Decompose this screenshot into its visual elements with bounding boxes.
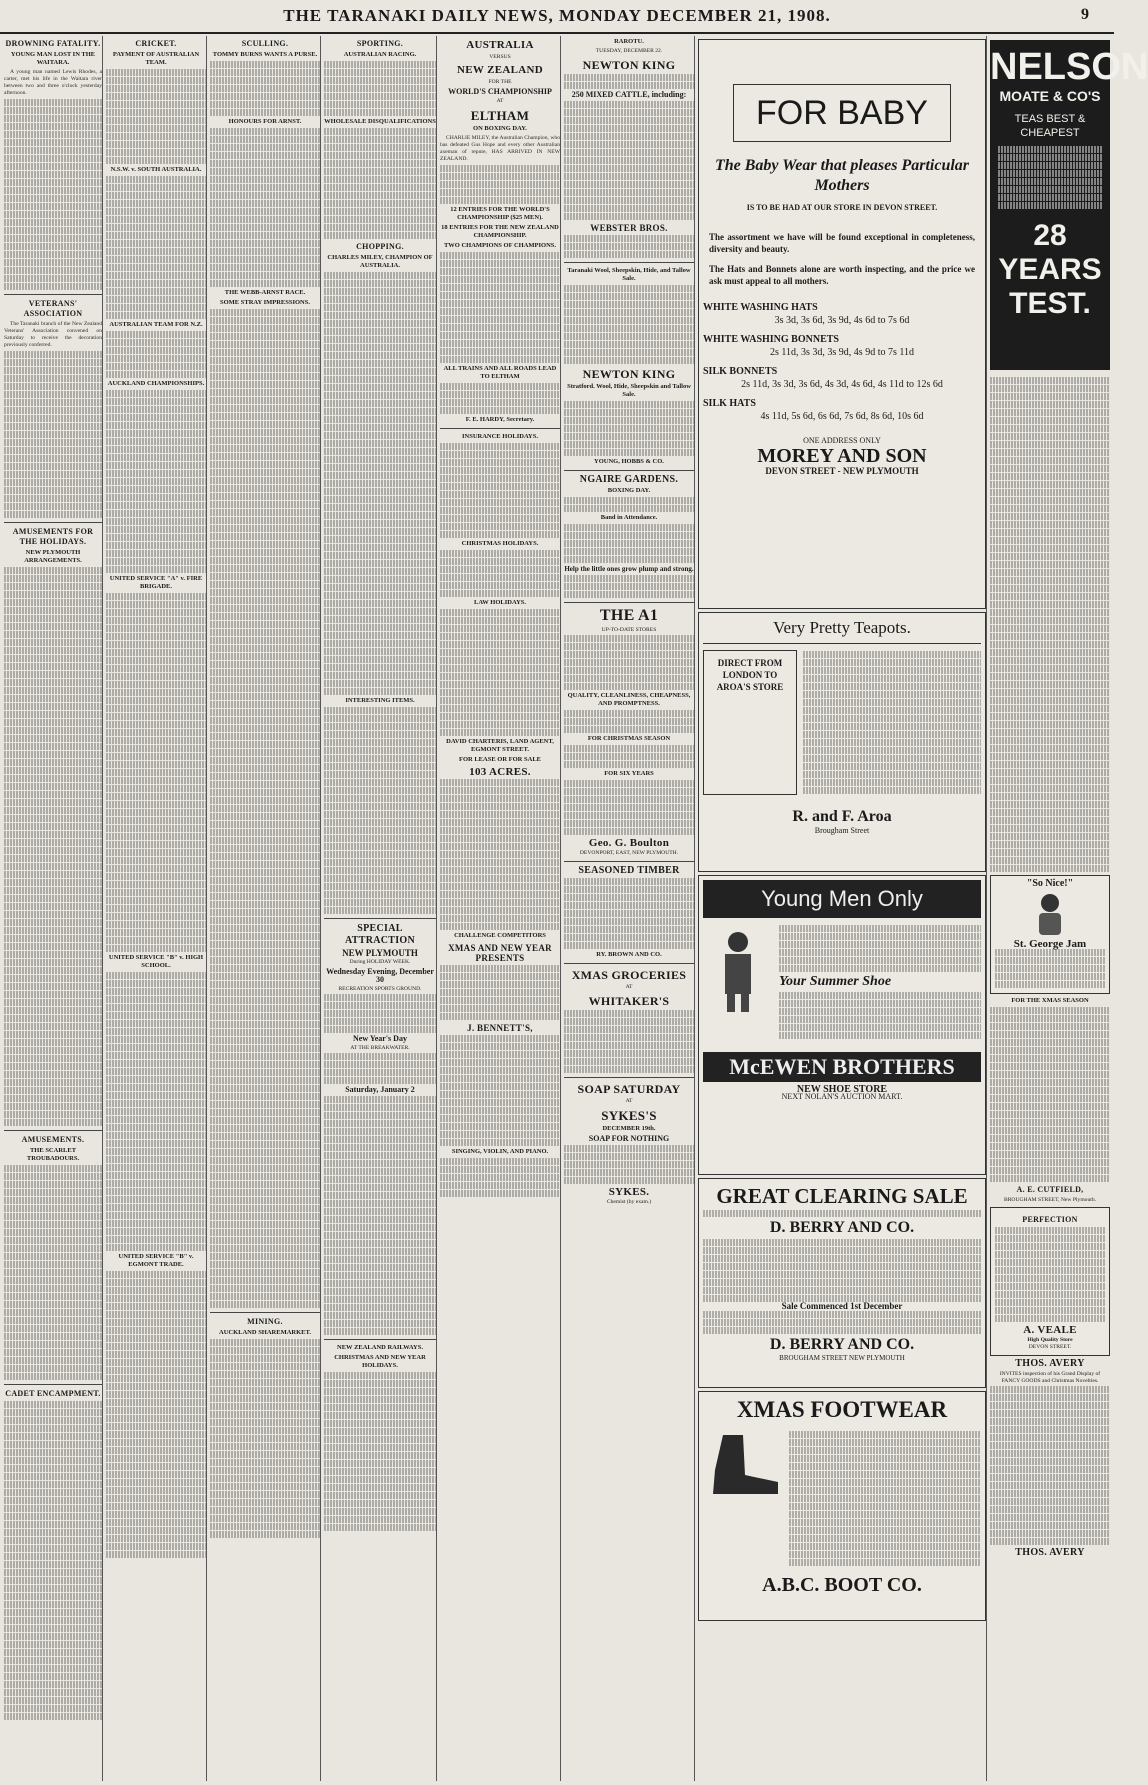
ad-103-acres: 103 ACRES.	[469, 766, 531, 778]
filler-text	[324, 61, 436, 116]
ad-devonport: DEVONPORT, EAST, NEW PLYMOUTH.	[579, 850, 679, 856]
ad-for-baby-title: FOR BABY	[733, 84, 951, 142]
article-veterans: The Taranaki branch of the New Zealand Veterans' Association convened on Saturday to receive the decoration previously conferred.	[4, 321, 102, 348]
ad-devon-street: DEVON STREET - NEW PLYMOUTH	[765, 466, 919, 476]
subheading-nsw: N.S.W. v. SOUTH AUSTRALIA.	[110, 166, 202, 173]
ad-band: Band in Attendance.	[600, 514, 658, 521]
filler-text	[564, 710, 694, 733]
filler-text	[564, 101, 694, 220]
subheading-interesting: INTERESTING ITEMS.	[345, 697, 415, 704]
heading-cadet: CADET ENCAMPMENT.	[5, 1389, 101, 1398]
item-silk-hats: SILK HATS	[703, 398, 756, 409]
ad-singing: SINGING, VIOLIN, AND PIANO.	[451, 1148, 549, 1155]
filler-text	[210, 61, 320, 116]
filler-text	[106, 176, 206, 319]
filler-text	[4, 1401, 102, 1720]
heading-mining: MINING.	[247, 1317, 283, 1326]
item-white-hats: WHITE WASHING HATS	[703, 302, 818, 313]
ad-abc-boot: A.B.C. BOOT CO.	[762, 1574, 922, 1596]
filler-text	[703, 1311, 981, 1334]
heading-amusements-holidays: AMUSEMENTS FOR THE HOLIDAYS.	[12, 527, 94, 546]
filler-text	[990, 1007, 1110, 1182]
ad-clearing-title: GREAT CLEARING SALE	[716, 1184, 968, 1208]
filler-text	[564, 235, 694, 258]
filler-text	[210, 1339, 320, 1538]
ad-for-baby	[698, 39, 986, 609]
ad-sports-ground: RECREATION SPORTS GROUND.	[338, 986, 422, 992]
subheading-us-a: UNITED SERVICE "A" v. FIRE BRIGADE.	[109, 575, 203, 590]
ad-miley-text: CHARLIE MILEY, the Australian Champion, who has defeated Gus Hope and every other Australian axeman of repute, HAS ARRIVED IN NEW ZEALAND.	[440, 135, 560, 162]
ad-mcewen-brothers: McEWEN BROTHERS	[703, 1052, 981, 1082]
ad-two-champions: TWO CHAMPIONS OF CHAMPIONS.	[443, 242, 557, 249]
ad-at: AT	[496, 98, 504, 104]
heading-sculling: SCULLING.	[241, 39, 289, 48]
divider	[440, 428, 560, 429]
nelson-teas-best: TEAS BEST & CHEAPEST	[1014, 113, 1086, 139]
ad-avery-display: INVITES inspection of his Grand Display of FANCY GOODS and Christmas Novelties.	[999, 1371, 1101, 1384]
filler-text	[324, 994, 436, 1033]
filler-text	[564, 780, 694, 835]
ad-sykes: SYKES.	[608, 1186, 650, 1198]
ad-summer-shoe: Your Summer Shoe	[779, 974, 892, 989]
article-drowning: A young man named Lewis Rhodes, a carter, met his life in the Waitara river between two and three o'clock yesterday afternoon.	[4, 69, 102, 96]
filler-text	[4, 1165, 102, 1380]
divider	[4, 1130, 102, 1131]
ad-uptodate: UP-TO-DATE STORES	[601, 627, 657, 633]
ad-teapots-body	[703, 650, 981, 795]
filler-text	[106, 390, 206, 573]
filler-text	[440, 383, 560, 414]
divider	[564, 963, 694, 964]
filler-text	[210, 309, 320, 1308]
ad-for-the: FOR THE	[488, 79, 512, 85]
ad-new-shoe-store: NEW SHOE STORE	[796, 1084, 888, 1095]
price-silk-bonnets: 2s 11d, 3s 3d, 3s 6d, 4s 3d, 4s 6d, 4s 11d to 12s 6d	[741, 379, 943, 390]
ad-perfection	[990, 1207, 1110, 1356]
ad-baby-wear: The Baby Wear that pleases Particular Mothers	[714, 157, 970, 194]
ad-railways: NEW ZEALAND RAILWAYS.	[337, 1344, 423, 1351]
ad-saturday: Saturday, January 2	[345, 1085, 415, 1094]
divider	[210, 1312, 320, 1313]
subheading-drowning: YOUNG MAN LOST IN THE WAITARA.	[10, 51, 96, 66]
subheading-troubadours: THE SCARLET TROUBADOURS.	[26, 1147, 80, 1162]
ad-boxing-day: ON BOXING DAY.	[473, 125, 527, 132]
ad-special-attraction-title: SPECIAL ATTRACTION	[344, 923, 416, 946]
ad-stratford-wool: Stratford. Wool, Hide, Sheepskin and Tallow Sale.	[567, 383, 691, 398]
subheading-impressions: SOME STRAY IMPRESSIONS.	[219, 299, 310, 306]
filler-text	[440, 165, 560, 204]
filler-text	[440, 1035, 560, 1146]
column-7	[698, 36, 987, 1781]
filler-text	[4, 351, 102, 518]
ad-worlds-championship: WORLD'S CHAMPIONSHIP	[448, 87, 552, 96]
filler-text	[995, 949, 1105, 988]
ad-young-men	[698, 875, 986, 1175]
filler-text	[324, 1096, 436, 1335]
ad-christmas-holidays: CHRISTMAS HOLIDAYS.	[461, 540, 539, 547]
filler-text	[779, 992, 981, 1039]
ad-sykess: SYKES'S	[601, 1108, 657, 1123]
ad-ngaire-gardens: NGAIRE GARDENS.	[579, 474, 679, 485]
filler-text	[990, 1386, 1110, 1545]
ad-xmas-footwear-title: XMAS FOOTWEAR	[736, 1397, 948, 1422]
ad-xmas-groceries: XMAS GROCERIES	[571, 968, 687, 982]
filler-text	[564, 878, 694, 949]
ad-challenge: CHALLENGE COMPETITORS	[454, 932, 546, 939]
ad-xmas-season: FOR THE XMAS SEASON	[1011, 997, 1089, 1004]
ad-berry-2: D. BERRY AND CO.	[769, 1336, 915, 1353]
child-illustration-icon	[1025, 889, 1075, 939]
filler-text	[324, 1053, 436, 1084]
divider	[324, 1339, 436, 1340]
filler-text	[4, 99, 102, 290]
subheading-arnst: HONOURS FOR ARNST.	[228, 118, 302, 125]
subheading-aus-team: AUSTRALIAN TEAM FOR N.Z.	[109, 321, 203, 328]
ad-lease-sale: FOR LEASE OR FOR SALE	[459, 756, 541, 763]
filler-text	[440, 252, 560, 363]
divider	[4, 522, 102, 523]
ad-veale-street: DEVON STREET.	[1028, 1344, 1072, 1350]
column-6	[564, 36, 695, 1781]
filler-text	[803, 650, 981, 795]
divider	[324, 918, 436, 919]
filler-text	[703, 1210, 981, 1217]
heading-sporting: SPORTING.	[356, 39, 404, 48]
ad-avery-2: THOS. AVERY	[1015, 1547, 1085, 1558]
ad-law-holidays: LAW HOLIDAYS.	[473, 599, 527, 606]
ad-direct-from-london: DIRECT FROM LONDON TO AROA'S STORE	[703, 650, 797, 795]
ad-help-little-ones: Help the little ones grow plump and strong.	[564, 565, 694, 573]
filler-text	[789, 1430, 981, 1567]
man-illustration-icon	[703, 924, 773, 1014]
ad-next-nolans: NEXT NOLAN'S AUCTION MART.	[781, 1092, 903, 1101]
subheading-disqualifications: WHOLESALE DISQUALIFICATIONS	[324, 118, 436, 125]
filler-text	[564, 1010, 694, 1073]
ad-railways-sub: CHRISTMAS AND NEW YEAR HOLIDAYS.	[334, 1354, 426, 1369]
price-white-bonnets: 2s 11d, 3s 3d, 3s 9d, 4s 9d to 7s 11d	[770, 347, 914, 358]
filler-text	[106, 972, 206, 1251]
filler-text	[564, 575, 694, 598]
ad-newton-king-1: NEWTON KING	[582, 58, 676, 72]
ad-boxing-day-2: BOXING DAY.	[607, 487, 651, 494]
ad-st-george: St. George Jam	[1013, 938, 1087, 950]
ad-250-cattle: 250 MIXED CATTLE, including:	[571, 90, 687, 99]
column-2	[106, 36, 207, 1781]
ad-footwear-body	[703, 1430, 981, 1567]
ad-rarotu: RAROTU.	[614, 38, 644, 45]
price-white-hats: 3s 3d, 3s 6d, 3s 9d, 4s 6d to 7s 6d	[774, 315, 910, 326]
ad-bennetts: J. BENNETT'S,	[467, 1023, 533, 1033]
ad-young-men-title: Young Men Only	[703, 880, 981, 918]
ad-tuesday: TUESDAY, DECEMBER 22.	[595, 48, 663, 54]
ad-12-entries: 12 ENTRIES FOR THE WORLD'S CHAMPIONSHIP ($25 MEN).	[450, 206, 550, 221]
heading-veterans: VETERANS' ASSOCIATION	[23, 299, 83, 318]
ad-hardy: F. E. HARDY, Secretary.	[465, 416, 535, 423]
filler-text	[564, 74, 694, 89]
ad-young-hobbs: YOUNG, HOBBS & CO.	[594, 458, 664, 465]
divider	[564, 861, 694, 862]
ad-breakwater: AT THE BREAKWATER.	[350, 1045, 410, 1051]
filler-text	[779, 925, 981, 972]
ad-the-a1: THE A1	[599, 607, 659, 624]
filler-text	[440, 965, 560, 1020]
ad-cutfield: A. E. CUTFIELD,	[1016, 1185, 1084, 1194]
ad-special-attraction-date: Wednesday Evening, December 30	[326, 967, 434, 984]
ad-charteris: DAVID CHARTERIS, LAND AGENT, EGMONT STREET.	[446, 738, 554, 753]
ad-insurance-holidays: INSURANCE HOLIDAYS.	[462, 433, 538, 440]
ad-sale-commenced: Sale Commenced 1st December	[781, 1301, 903, 1311]
subheading-miley: CHARLES MILEY, CHAMPION OF AUSTRALIA.	[327, 254, 433, 269]
ad-xmas-presents: XMAS AND NEW YEAR PRESENTS	[448, 943, 552, 963]
subheading-np-arrangements: NEW PLYMOUTH ARRANGEMENTS.	[24, 549, 82, 564]
ad-nelson-teas	[990, 40, 1148, 370]
filler-text	[995, 1227, 1105, 1322]
filler-text	[990, 377, 1110, 872]
ad-cutfield-addr: BROUGHAM STREET, New Plymouth.	[1003, 1197, 1097, 1203]
ad-veale: A. VEALE	[1023, 1324, 1077, 1336]
ad-all-trains: ALL TRAINS AND ALL ROADS LEAD TO ELTHAM	[443, 365, 557, 380]
ad-ry-brown: RY. BROWN AND CO.	[596, 951, 662, 958]
subheading-auckland: AUCKLAND CHAMPIONSHIPS.	[107, 380, 205, 387]
subheading-webb-arnst: THE WEBB-ARNST RACE.	[224, 289, 306, 296]
ad-one-address: ONE ADDRESS ONLY	[803, 436, 881, 445]
ad-baby-hats: The Hats and Bonnets alone are worth inspecting, and the price we ask must appeal to all mothers.	[709, 264, 975, 286]
ad-young-men-text	[779, 924, 981, 1040]
ad-teapots-title: Very Pretty Teapots.	[703, 617, 981, 644]
filler-text	[106, 69, 206, 164]
ad-xmas-footwear	[698, 1391, 986, 1621]
ad-australia: AUSTRALIA	[466, 39, 534, 51]
ad-boulton: Geo. G. Boulton	[588, 837, 670, 849]
filler-text	[4, 567, 102, 1126]
filler-text	[564, 497, 694, 512]
nelson-title: NELSON	[990, 46, 1148, 88]
divider	[564, 470, 694, 471]
ad-chemist: Chemist (by exam.)	[606, 1199, 652, 1205]
divider	[564, 602, 694, 603]
column-1	[4, 36, 103, 1781]
filler-text	[564, 285, 694, 364]
ad-quality: QUALITY, CLEANLINESS, CHEAPNESS, AND PROMPTNESS.	[567, 692, 691, 707]
ad-webster-bros: WEBSTER BROS.	[590, 223, 668, 233]
ad-new-years-day: New Year's Day	[353, 1034, 407, 1043]
heading-cricket: CRICKET.	[135, 39, 177, 48]
column-4	[324, 36, 437, 1781]
filler-text	[106, 1271, 206, 1558]
ad-special-attraction-place: NEW PLYMOUTH	[342, 948, 418, 958]
subheading-us-b: UNITED SERVICE "B" v. HIGH SCHOOL.	[108, 954, 204, 969]
heading-amusements: AMUSEMENTS.	[21, 1135, 85, 1144]
column-5	[440, 36, 561, 1781]
filler-text	[564, 524, 694, 563]
ad-whitakers: WHITAKER'S	[588, 994, 670, 1008]
ad-perfection-title: PERFECTION	[1022, 1215, 1078, 1224]
filler-text	[324, 1372, 436, 1531]
masthead-title: THE TARANAKI DAILY NEWS, MONDAY DECEMBER 21, 1908.	[283, 6, 831, 25]
ad-taranaki-wool: Taranaki Wool, Sheepskin, Hide, and Tallow Sale.	[567, 267, 691, 282]
filler-text	[106, 331, 206, 378]
ad-six-years: FOR SIX YEARS	[604, 770, 654, 777]
ad-berry-1: D. BERRY AND CO.	[769, 1219, 915, 1236]
ad-soap-saturday: SOAP SATURDAY	[577, 1082, 681, 1096]
subheading-burns: TOMMY BURNS WANTS A PURSE.	[212, 51, 318, 58]
ad-aroa: R. and F. Aroa	[792, 808, 892, 825]
ad-eltham: ELTHAM	[470, 108, 530, 123]
subheading-us-b-egmont: UNITED SERVICE "B" v. EGMONT TRADE.	[118, 1253, 194, 1268]
column-8	[990, 376, 1110, 1781]
filler-text	[210, 128, 320, 287]
ad-baby-assortment: The assortment we have will be found exceptional in completeness, diversity and beauty.	[709, 232, 975, 254]
filler-text	[440, 443, 560, 538]
filler-text	[564, 635, 694, 690]
ad-at-3: AT	[625, 1098, 633, 1104]
ad-seasoned-timber: SEASONED TIMBER	[578, 865, 680, 876]
ad-clearing-sale	[698, 1178, 986, 1388]
nelson-moate: MOATE & CO'S	[999, 88, 1101, 104]
ad-new-zealand: NEW ZEALAND	[457, 64, 543, 76]
filler-text	[564, 401, 694, 456]
filler-text	[703, 1239, 981, 1302]
divider	[564, 1077, 694, 1078]
filler-text	[106, 593, 206, 952]
divider	[4, 1384, 102, 1385]
boot-icon	[703, 1430, 783, 1500]
subheading-payment: PAYMENT OF AUSTRALIAN TEAM.	[112, 51, 200, 66]
ad-brougham: Brougham Street	[814, 826, 870, 835]
ad-for-christmas: FOR CHRISTMAS SEASON	[587, 735, 671, 742]
ad-dec-19: DECEMBER 19th.	[602, 1125, 656, 1132]
ad-young-men-body	[703, 924, 981, 1040]
ad-newton-king-2: NEWTON KING	[582, 367, 676, 381]
ad-so-nice: "So Nice!"	[1026, 878, 1074, 889]
price-silk-hats: 4s 11d, 5s 6d, 6s 6d, 7s 6d, 8s 6d, 10s 6d	[760, 411, 924, 422]
filler-text	[324, 272, 436, 695]
divider	[564, 262, 694, 263]
filler-text	[440, 550, 560, 597]
filler-text	[324, 128, 436, 239]
filler-text	[324, 707, 436, 914]
ad-18-entries: 18 ENTRIES FOR THE NEW ZEALAND CHAMPIONSHIP.	[441, 224, 559, 239]
ad-at-2: AT	[625, 984, 633, 990]
ad-versus: VERSUS	[489, 54, 511, 60]
ad-soap-nothing: SOAP FOR NOTHING	[588, 1134, 670, 1143]
ad-teapots	[698, 612, 986, 872]
subheading-aus-racing: AUSTRALIAN RACING.	[343, 51, 417, 58]
heading-chopping: CHOPPING.	[356, 242, 404, 251]
column-3	[210, 36, 321, 1781]
ad-berry-address: BROUGHAM STREET NEW PLYMOUTH	[779, 1354, 905, 1362]
ad-morey-son: MOREY AND SON	[757, 445, 927, 467]
filler-text	[440, 609, 560, 736]
ad-st-george-jam	[990, 875, 1110, 994]
filler-text	[564, 745, 694, 768]
ad-special-attraction-when: During HOLIDAY WEEK.	[349, 959, 411, 965]
heading-drowning: DROWNING FATALITY.	[5, 39, 101, 48]
filler-text	[440, 1158, 560, 1197]
ad-avery-1: THOS. AVERY	[1015, 1358, 1085, 1369]
item-silk-bonnets: SILK BONNETS	[703, 366, 778, 377]
page-number: 9	[1081, 6, 1090, 23]
divider	[4, 294, 102, 295]
filler-text	[440, 779, 560, 930]
nelson-28-years: 28 YEARS TEST.	[998, 219, 1102, 320]
filler-text	[564, 1145, 694, 1184]
subheading-sharemarket: AUCKLAND SHAREMARKET.	[219, 1329, 311, 1336]
item-white-bonnets: WHITE WASHING BONNETS	[703, 334, 839, 345]
ad-veale-quality: High Quality Store	[1027, 1337, 1073, 1343]
masthead	[0, 0, 1114, 34]
filler-text	[998, 146, 1102, 209]
ad-baby-store: IS TO BE HAD AT OUR STORE IN DEVON STREET.	[746, 203, 938, 212]
